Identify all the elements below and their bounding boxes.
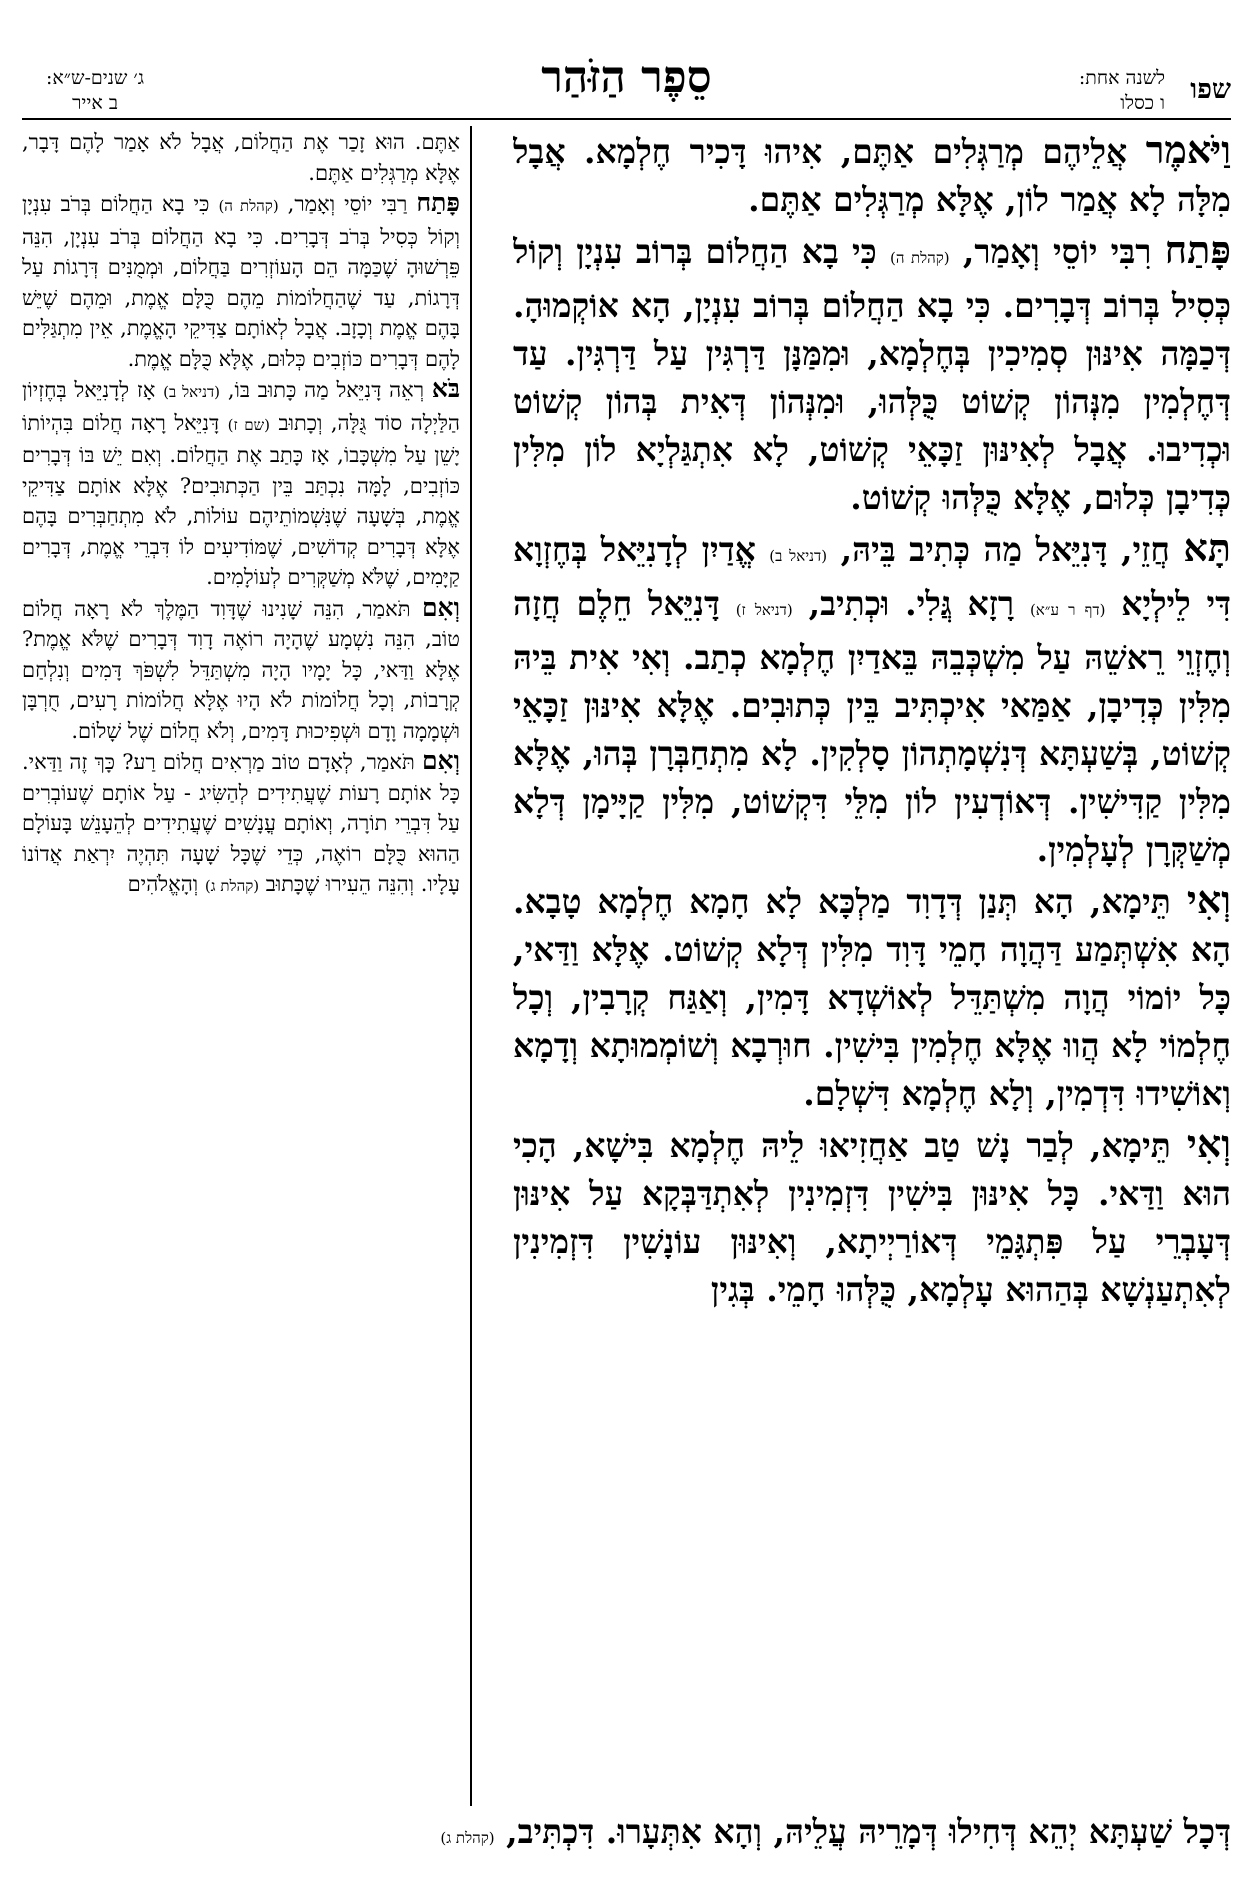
folio-reference: (דף ר ע״א) (1029, 601, 1106, 619)
paragraph-text: רְאֵה דָּנִיֵּאל מַה כָּתוּב בּוֹ, (220, 378, 432, 402)
page-header (22, 0, 1231, 118)
header-rule (22, 118, 1231, 120)
translation-column (22, 126, 460, 1806)
verse-reference: (קהלת ה) (890, 249, 950, 267)
translation-paragraph (22, 746, 460, 902)
verse-reference: (דניאל ב) (769, 547, 828, 565)
verse-reference: (דניאל ב) (163, 383, 221, 401)
paragraph-text: דָּנִיֵּאל חֵלֶם חֲזָה וְחֶזְוֵי רֵאשֵׁהּ עַל מִשְׁכְּבֵהּ בֵּאדַיִן חֶלְמָא כְתַב. וְאִי אִית בֵּיהּ מִלִּין כְּדִיבָן, אַמַּאי אִיכְתִּיב בֵּין כְּתוּבִים. אֶלָּא אִינּוּן זַכָּאֵי קְשׁוֹט, בְּשַׁעְתָּא דְּנִשְׁמָתְהוֹן סָלְקִין. לָא מִתְחַבְּרָן בְּהוּ, אֶלָּא מִלִּין קַדִּישִׁין. דְּאוֹדְעִין לוֹן מִלֵּי דִּקְשׁוֹט, מִלִּין קַיָּימָן דְּלָא מְשַׁקְּרָן לְעָלְמִין. (513, 584, 1231, 869)
schedule-label: לשנה אחת: (1078, 67, 1165, 89)
study-schedule-three-years (46, 66, 144, 116)
opening-word: וַיֹּאמֶר (1145, 127, 1231, 172)
opening-word: וְאִם (421, 746, 460, 775)
paragraph-text: אָז לְדָנִיֵּאל בְּחֶזְיוֹן הַלַּיְלָה סוֹד גֻּלָּה, וְכָתוּב (22, 378, 460, 435)
schedule-label: ג׳ שנים-ש״א: (46, 67, 145, 89)
verse-reference: (קהלת ג) (204, 877, 260, 895)
paragraph-text: רַבִּי יוֹסֵי וְאָמַר, (278, 192, 417, 216)
paragraph-text: כִּי בָא הַחֲלוֹם בְּרוֹב עִנְיָן וְקוֹל כְּסִיל בְּרוֹב דְּבָרִים. כִּי בָא הַחֲלוֹם בְּרוֹב עִנְיָן, הָא אוֹקְמוּהָ. דְּכַמָּה אִינּוּן סְמִיכִין בְּחֶלְמָא, וּמִמַּנָּן דַּרְגִּין עַל דַּרְגִּין. עַד דְּחֶלְמִין מִנְּהוֹן קְשׁוֹט כֻּלְּהוּ, וּמִנְּהוֹן דְּאִית בְּהוֹן קְשׁוֹט וּכְדִיבוּ. אֲבָל לְאִינּוּן זַכָּאֵי קְשׁוֹט, לָא אִתְגַּלְיָא לוֹן מִלִּין כְּדִיבָן כְּלוּם, אֶלָּא כֻּלְּהוּ קְשׁוֹט. (513, 232, 1231, 517)
column-divider (470, 126, 472, 1806)
verse-reference: (קהלת ג) (440, 1829, 495, 1847)
paragraph-text: תֵּימָא, לְבַר נָשׁ טַב אַחֲזִיאוּ לֵיהּ חֶלְמָא בִּישָׁא, הָכִי הוּא וַדַּאי. כָּל אִינּוּן בִּישִׁין דִּזְמִינִין לְאִתְדַּבְּקָא עַל אִינּוּן דְּעָבְרֵי עַל פִּתְגָּמֵי דְּאוֹרַיְיתָא, וְאִינּוּן עוֹנָשִׁין דִּזְמִינִין לְאִתְעַנְשָׁא בְּהַהוּא עָלְמָא, כֻּלְּהוּ חָמֵי. בְּגִין (513, 1126, 1231, 1309)
verse-reference: (דניאל ז) (735, 601, 793, 619)
book-title: סֵפֶר הַזֹּהַר (541, 52, 712, 103)
translation-paragraph (22, 593, 460, 747)
opening-word: וְאִי (1186, 877, 1231, 922)
schedule-date: ו כסלו (1120, 92, 1165, 114)
footer-text: דְּכָל שַׁעְתָּא יְהֵא דְּחִילוּ דְּמָרֵיהּ עֲלֵיהּ, וְהָא אִתְּעָרוּ. דִּכְתִּיב, (494, 1812, 1231, 1851)
verse-reference: (שם ז) (227, 415, 271, 434)
opening-word: וְאִם (421, 592, 460, 622)
opening-word: וְאִי (1186, 1121, 1231, 1166)
main-paragraph (513, 524, 1231, 874)
paragraph-text: אֱדַיִן לְדָנִיֵּאל בְּחֶזְוָא דִּי לֵילְיָא (513, 530, 1231, 623)
opening-word: פָּתַח (416, 188, 460, 217)
main-paragraph (513, 876, 1231, 1118)
main-paragraph (513, 226, 1231, 522)
paragraph-text: חֲזֵי, דָּנִיֵּאל מַה כְּתִיב בֵּיהּ, (827, 530, 1184, 569)
translation-paragraph (22, 126, 460, 188)
paragraph-text: תֹּאמַר, לְאָדָם טוֹב מַרְאִים חֲלוֹם רַע? כָּךְ זֶה וַדַּאי. כָּל אוֹתָם רָעוֹת שֶׁעֲתִידִים לְהַשִּׂיג - עַל אוֹתָם שֶׁעוֹבְרִים עַל דִּבְרֵי תוֹרָה, וְאוֹתָם עֳנָשִׁים שֶׁעֲתִידִים לְהֵעָנֵשׁ בָּעוֹלָם הַהוּא כֻּלָּם רוֹאֶה, כְּדֵי שֶׁכָּל שָׁעָה תִּהְיֶה יִרְאַת אֲדוֹנוֹ עָלָיו. וְהִנֵּה הֵעִירוּ שֶׁכָּתוּב (22, 750, 460, 896)
verse-reference: (קהלת ה) (218, 197, 279, 215)
schedule-date: ב אייר (72, 92, 118, 114)
page-number: שפו (1190, 74, 1231, 105)
paragraph-text: אֲלֵיהֶם מְרַגְּלִים אַתֶּם, אִיהוּ דָּכִיר חֶלְמָא. אֲבָל מִלָּה לָא אֲמַר לוֹן, אֶלָּא מְרַגְּלִים אַתֶּם. (513, 132, 1231, 219)
paragraph-text: רִבִּי יוֹסֵי וְאָמַר, (949, 232, 1165, 271)
opening-word: בֹּא (431, 374, 460, 403)
main-paragraph (513, 1120, 1231, 1314)
footer-line (22, 1808, 1231, 1862)
paragraph-text: אַתֶּם. הוּא זָכַר אֶת הַחֲלוֹם, אֲבָל לֹא אָמַר לָהֶם דָּבָר, אֶלָּא מְרַגְּלִים אַתֶּם. (22, 130, 460, 185)
paragraph-text: כִּי בָא הַחֲלוֹם בְּרֹב עִנְיָן וְקוֹל כְּסִיל בְּרֹב דְּבָרִים. כִּי בָא הַחֲלוֹם בְּרֹב עִנְיָן, הִנֵּה פֵּרְשׁוּהָ שֶׁכַּמָּה הֵם הָעוֹזְרִים בַּחֲלוֹם, וּמְמֻנִּים דְּרָגוֹת עַל דְּרָגוֹת, עַד שֶׁהַחֲלוֹמוֹת מֵהֶם כֻּלָּם אֱמֶת, וּמֵהֶם שֶׁיֵּשׁ בָּהֶם אֱמֶת וְכָזָב. אֲבָל לְאוֹתָם צַדִּיקֵי הָאֱמֶת, אֵין מִתְגַּלִּים לָהֶם דְּבָרִים כּוֹזְבִים כְּלוּם, אֶלָּא כֻּלָּם אֱמֶת. (22, 192, 460, 371)
translation-paragraph (22, 374, 460, 593)
opening-word: תָּא (1183, 525, 1231, 570)
main-paragraph (513, 126, 1231, 224)
paragraph-text: תֹּאמַר, הִנֵּה שָׁנִינוּ שֶׁדָּוִד הַמֶּלֶךְ לֹא רָאָה חֲלוֹם טוֹב, הִנֵּה נִשְׁמָע שֶׁהָיָה רוֹאֶה דָוִד דְּבָרִים שֶׁלֹּא אֱמֶת? אֶלָּא וַדַּאי, כָּל יָמָיו הָיָה מִשְׁתַּדֵּל לִשְׁפֹּךְ דָּמִים וְנִלְחַם קְרָבוֹת, וְכָל חֲלוֹמוֹת לֹא הָיוּ אֶלָּא חֲלוֹמוֹת רָעִים, חֻרְבָּן וּשְׁמָמָה וָדָם וּשְׁפִיכוּת דָּמִים, וְלֹא חֲלוֹם שֶׁל שָׁלוֹם. (22, 596, 460, 743)
paragraph-text: תֵּימָא, הָא תְּנַן דְּדָוִד מַלְכָּא לָא חָמָא חֶלְמָא טָבָא. הָא אִשְׁתְּמַע דַּהֲוָה חָמֵי דָּוִד מִלִּין דְּלָא קְשׁוֹט. אֶלָּא וַדַּאי, כָּל יוֹמוֹי הֲוָה מִשְׁתַּדֵּל לְאוֹשְׁדָא דָּמִין, וְאַגַּח קְרָבִין, וְכָל חֶלְמוֹי לָא הֲווּ אֶלָּא חֶלְמִין בִּישִׁין. חוּרְבָא וְשׁוֹמְמוּתָא וְדָמָא וְאוֹשִׁידוּ דִּדְמִין, וְלָא חֶלְמָא דִּשְׁלָם. (513, 882, 1231, 1113)
paragraph-text: וְהָאֱלֹהִים (127, 872, 205, 896)
opening-word: פָּתַח (1164, 227, 1231, 272)
translation-paragraph (22, 188, 460, 374)
main-text-column (513, 126, 1231, 1806)
paragraph-text: דָּנִיֵּאל רָאָה חֲלוֹם בִּהְיוֹתוֹ יָשֵׁן עַל מִשְׁכָּבוֹ, אָז כָּתַב אֶת הַחֲלוֹם. וְאִם יֵשׁ בּוֹ דְּבָרִים כּוֹזְבִים, לָמָּה נִכְתַּב בֵּין הַכְּתוּבִים? אֶלָּא אוֹתָם צַדִּיקֵי אֱמֶת, בְּשָׁעָה שֶׁנִּשְׁמוֹתֵיהֶם עוֹלוֹת, לֹא מִתְחַבְּרִים בָּהֶם אֶלָּא דְּבָרִים קְדוֹשִׁים, שֶׁמּוֹדִיעִים לוֹ דִּבְרֵי אֱמֶת, דְּבָרִים קַיָּמִים, שֶׁלֹּא מְשַׁקְּרִים לְעוֹלָמִים. (22, 410, 460, 589)
paragraph-text: רָזָא גֲּלִי. וּכְתִיב, (792, 584, 1030, 623)
